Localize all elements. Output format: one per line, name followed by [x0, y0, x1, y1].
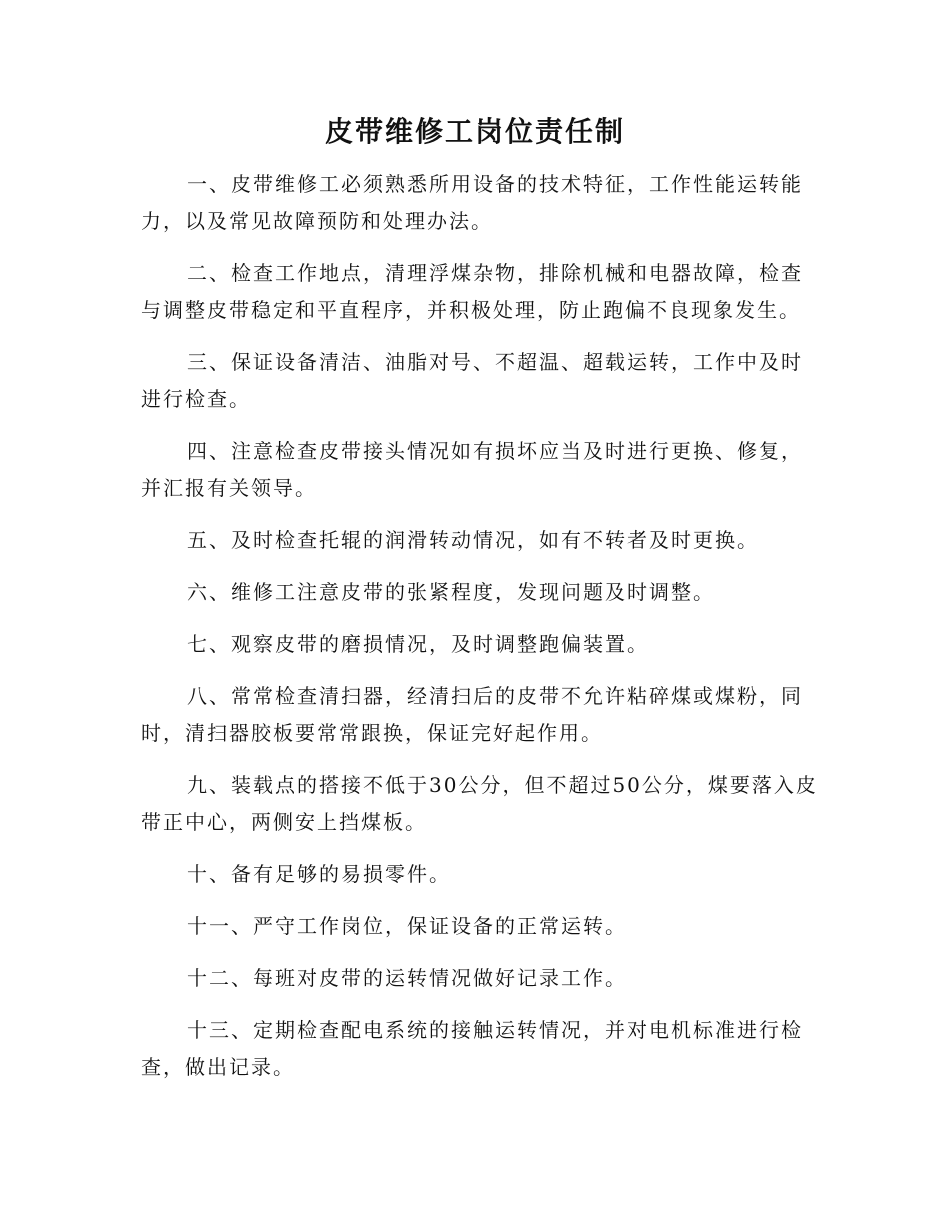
document-body: [141, 166, 821, 1101]
paragraph-7: 七、观察皮带的磨损情况，及时调整跑偏装置。: [187, 632, 649, 656]
paragraph-1: 一、皮带维修工必须熟悉所用设备的技术特征，工作性能运转能力，以及常见故障预防和处理办法。: [141, 172, 803, 233]
paragraph-8: 八、常常检查清扫器，经清扫后的皮带不允许粘碎煤或煤粉，同时，清扫器胶板要常常跟换，保证完好起作用。: [141, 684, 803, 745]
paragraph-9: 九、装载点的搭接不低于30公分，但不超过50公分，煤要落入皮带正中心，两侧安上挡煤板。: [141, 773, 818, 834]
paragraph-6: 六、维修工注意皮带的张紧程度，发现问题及时调整。: [187, 580, 715, 604]
paragraph-2: 二、检查工作地点，清理浮煤杂物，排除机械和电器故障，检查与调整皮带稳定和平直程序，并积极处理，防止跑偏不良现象发生。: [141, 261, 803, 322]
paragraph-5: 五、及时检查托辊的润滑转动情况，如有不转者及时更换。: [187, 528, 759, 552]
paragraph-3: 三、保证设备清洁、油脂对号、不超温、超载运转，工作中及时进行检查。: [141, 350, 803, 411]
paragraph-10: 十、备有足够的易损零件。: [187, 862, 451, 886]
paragraph-12: 十二、每班对皮带的运转情况做好记录工作。: [187, 966, 627, 990]
document-title: 皮带维修工岗位责任制: [324, 115, 625, 148]
paragraph-11: 十一、严守工作岗位，保证设备的正常运转。: [187, 914, 627, 938]
paragraph-13: 十三、定期检查配电系统的接触运转情况，并对电机标准进行检查，做出记录。: [141, 1018, 803, 1079]
paragraph-4: 四、注意检查皮带接头情况如有损坏应当及时进行更换、修复，并汇报有关领导。: [141, 439, 803, 500]
